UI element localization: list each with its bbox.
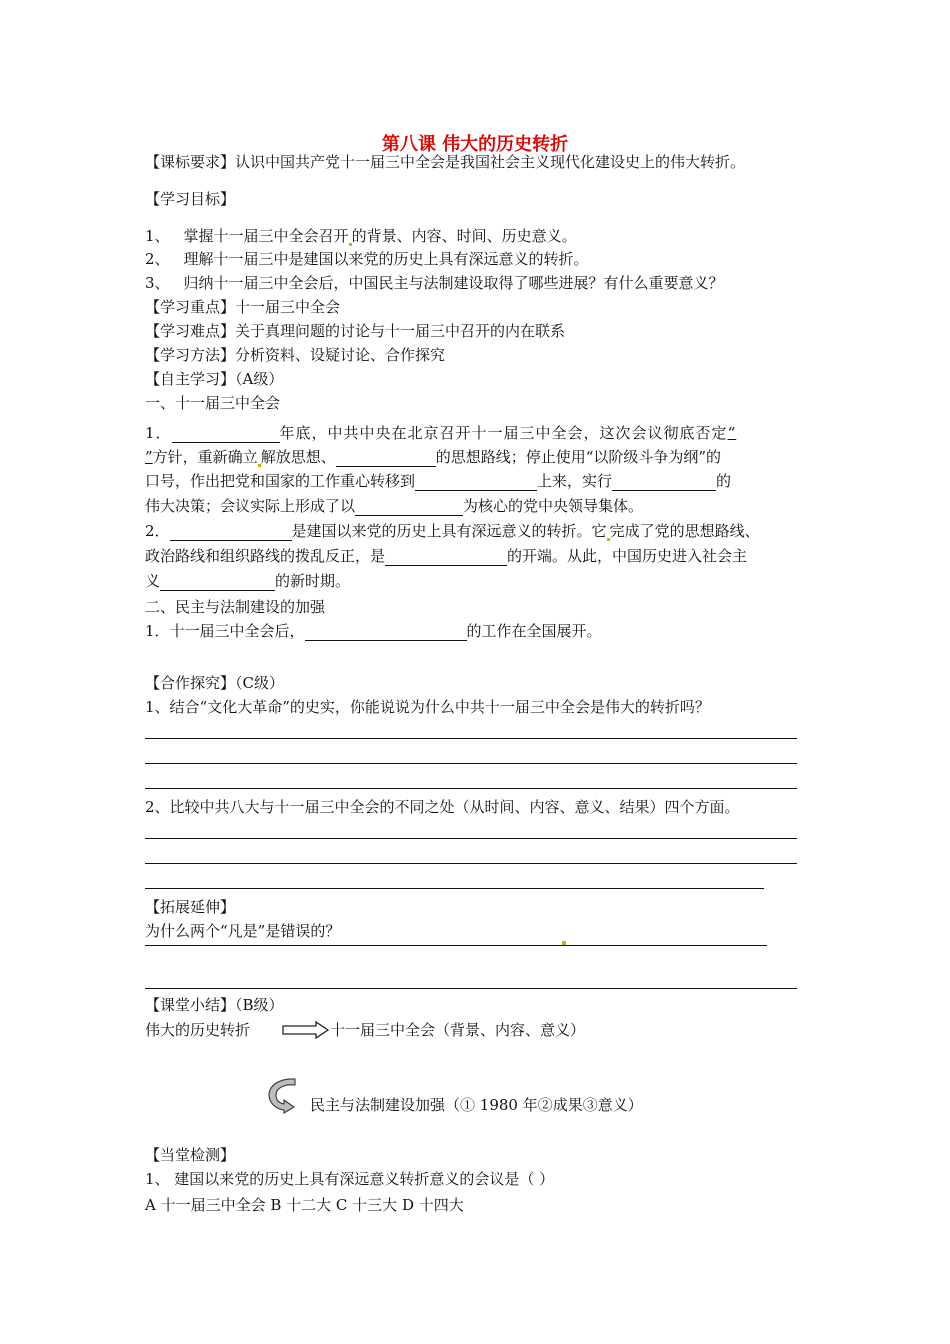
goal-num: 1、 xyxy=(145,227,170,245)
q1-line-4 xyxy=(145,496,643,516)
q-text: ” xyxy=(145,448,153,466)
difficulty xyxy=(145,321,565,341)
q-text: 伟大决策；会议实际上形成了以 xyxy=(145,497,356,515)
q-text: “ xyxy=(727,424,737,442)
answer-line[interactable] xyxy=(145,788,797,789)
q-text: 政治路线和组织路线的拨乱反正，是 xyxy=(145,547,386,565)
q-text: 1．十一届三中全会后， xyxy=(145,622,305,640)
q-text: 口号，作出把党和国家的工作重心转移到 xyxy=(145,472,416,490)
answer-line[interactable] xyxy=(145,988,797,989)
q-text: 完成了党的思想路线、 xyxy=(609,522,760,540)
difficulty-text: 关于真理问题的讨论与十一届三中召开的内在联系 xyxy=(235,322,566,340)
goal-text: 理解十一届三中是建国以来党的历史上具有深远意义的转折。 xyxy=(183,250,589,268)
goal-item-2 xyxy=(145,249,589,269)
answer-line[interactable] xyxy=(145,888,764,889)
dot-mark xyxy=(562,941,566,945)
goal-text: 掌握十一届三中全会召开 xyxy=(183,227,349,245)
right-arrow-icon xyxy=(282,1021,330,1039)
q-text: 是建国以来党的历史上具有深远意义的转折。它 xyxy=(291,522,607,540)
fill-blank[interactable] xyxy=(385,549,507,566)
q-text: 的思想路线；停止使用“以阶级斗争为纲”的 xyxy=(435,448,722,466)
check-q1: 1、 建国以来党的历史上具有深远意义转折意义的会议是（ ） xyxy=(145,1170,555,1188)
check-options: A 十一届三中全会 B 十二大 C 十三大 D 十四大 xyxy=(145,1196,464,1214)
q-text: 上来，实行 xyxy=(537,472,613,490)
answer-line[interactable] xyxy=(145,738,797,739)
fill-blank[interactable] xyxy=(415,474,537,491)
extension-heading: 【拓展延伸】 xyxy=(145,898,236,916)
key-point xyxy=(145,297,340,317)
q-text: 方针，重新确立 xyxy=(152,448,258,466)
cooperative-heading: 【合作探究】（C级） xyxy=(145,674,284,692)
key-point-label: 【学习重点】 xyxy=(145,298,236,316)
goal-item-1 xyxy=(145,226,577,246)
difficulty-label: 【学习难点】 xyxy=(145,322,236,340)
fill-blank[interactable] xyxy=(355,499,463,516)
cooperative-q1: 1、结合“文化大革命”的史实，你能说说为什么中共十一届三中全会是伟大的转折吗？ xyxy=(145,698,710,716)
goal-text: 归纳十一届三中全会后，中国民主与法制建设取得了哪些进展？有什么重要意义？ xyxy=(183,274,724,292)
method-text: 分析资料、设疑讨论、合作探究 xyxy=(235,346,446,364)
key-point-text: 十一届三中全会 xyxy=(235,298,341,316)
q-text: 义 xyxy=(145,572,161,590)
answer-line[interactable] xyxy=(145,838,797,839)
fill-blank[interactable] xyxy=(336,450,436,467)
course-standard xyxy=(145,152,745,172)
fill-blank[interactable] xyxy=(160,574,275,591)
fill-blank[interactable] xyxy=(172,426,280,443)
q-text: 的工作在全国展开。 xyxy=(466,622,602,640)
q2-line-2 xyxy=(145,546,747,566)
q-text: 年底，中共中央在北京召开十一届三中全会，这次会议彻底否定 xyxy=(279,424,728,442)
standard-label: 【课标要求】 xyxy=(145,153,236,171)
q1-line-1 xyxy=(145,423,736,443)
q2-line-3 xyxy=(145,571,350,591)
fill-blank[interactable] xyxy=(305,624,467,641)
goals-heading: 【学习目标】 xyxy=(145,190,236,208)
fill-blank[interactable] xyxy=(612,474,716,491)
cooperative-q2: 2、比较中共八大与十一届三中全会的不同之处（从时间、内容、意义、结果）四个方面。 xyxy=(145,798,740,816)
goal-num: 2、 xyxy=(145,250,170,268)
goal-item-3 xyxy=(145,273,724,293)
page-title: 第八课 伟大的历史转折 xyxy=(381,134,569,155)
extension-question: 为什么两个“凡是”是错误的？ xyxy=(145,922,341,940)
summary-left: 伟大的历史转折 xyxy=(145,1021,251,1039)
summary-second: 民主与法制建设加强（① 1980 年②成果③意义） xyxy=(310,1096,643,1114)
q1-line-3 xyxy=(145,471,731,491)
curved-arrow-icon xyxy=(265,1076,299,1114)
q-text: 解放思想、 xyxy=(260,448,336,466)
q2-line-1 xyxy=(145,521,760,541)
goal-text: 的背景、内容、时间、历史意义。 xyxy=(351,227,577,245)
q1-line-2 xyxy=(145,447,721,467)
standard-text: 认识中国共产党十一届三中全会是我国社会主义现代化建设史上的伟大转折。 xyxy=(235,153,746,171)
section-1-heading: 一、十一届三中全会 xyxy=(145,394,281,412)
q-num: 1． xyxy=(145,424,172,442)
q3-line xyxy=(145,621,602,641)
summary-right: 十一届三中全会（背景、内容、意义） xyxy=(330,1021,586,1039)
self-study-heading: 【自主学习】（A级） xyxy=(145,370,284,388)
section-2-heading: 二、民主与法制建设的加强 xyxy=(145,598,326,616)
q-text: 的开端。从此，中国历史进入社会主 xyxy=(507,547,748,565)
q-text: 的新时期。 xyxy=(275,572,351,590)
answer-line[interactable] xyxy=(145,945,767,946)
summary-heading: 【课堂小结】（B级） xyxy=(145,996,284,1014)
method-label: 【学习方法】 xyxy=(145,346,236,364)
study-method xyxy=(145,345,445,365)
goal-num: 3、 xyxy=(145,274,170,292)
answer-line[interactable] xyxy=(145,863,797,864)
q-num: 2． xyxy=(145,522,170,540)
fill-blank[interactable] xyxy=(170,524,292,541)
q-text: 的 xyxy=(716,472,732,490)
q-text: 为核心的党中央领导集体。 xyxy=(463,497,644,515)
answer-line[interactable] xyxy=(145,763,797,764)
check-heading: 【当堂检测】 xyxy=(145,1146,236,1164)
